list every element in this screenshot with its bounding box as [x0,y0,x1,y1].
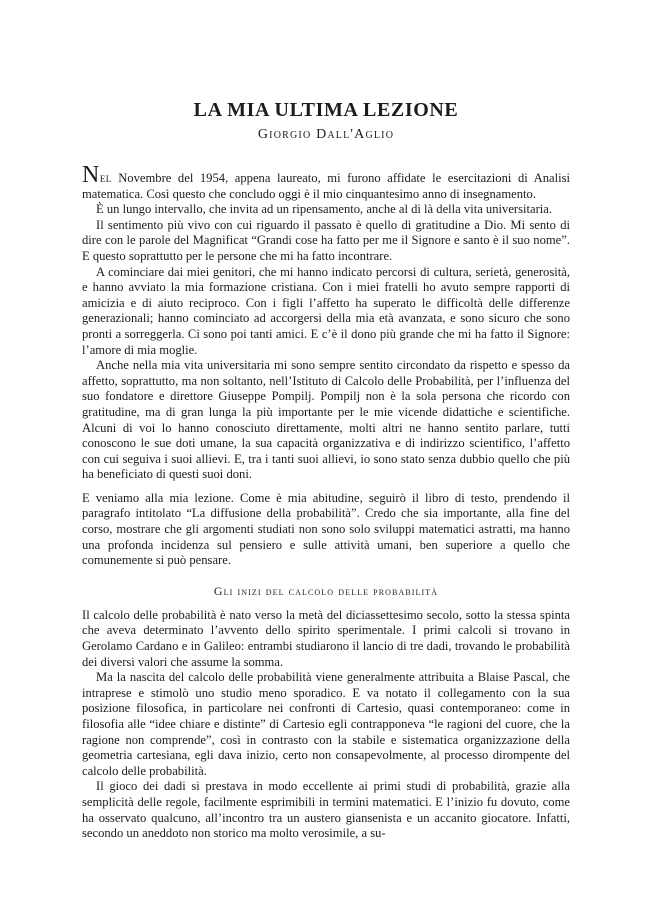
lead-in-small-caps: el [99,171,112,185]
article-author: Giorgio Dall'Aglio [257,127,395,142]
paragraph: Il sentimento più vivo con cui riguardo il passato è quello di gratitudine a Dio. Mi sento di dire con le parole del Magnificat “Grandi cose ha fatto per me il Signore e santo è il suo nome”. E questo soprattutto per le persone che mi ha fatto incontrare. [82,217,570,263]
paragraph: E veniamo alla mia lezione. Come è mia abitudine, seguirò il libro di testo, prendendo il paragrafo intitolato “La diffusione della probabilità”. Credo che sia importante, alla fine del corso, mostrare che gli argomenti studiati non sono solo sviluppi matematici astratti, ma hanno una profonda incidenza sul pensiero e sulle attività umani, ben superiore a quello che comunemente si può pensare. [82,490,570,568]
paragraph: È un lungo intervallo, che invita ad un ripensamento, anche al di là della vita universitaria. [96,202,553,217]
paragraph-text: Novembre del 1954, appena laureato, mi furono affidate le esercitazioni di Analisi matematica. Così questo che concludo oggi è il mio cinquantesimo anno di insegnamento. [82,171,570,201]
paragraph: Anche nella mia vita universitaria mi sono sempre sentito circondato da rispetto e spesso da affetto, soprattutto, ma non soltanto, nell’Istituto di Calcolo delle Probabilità, per l’influenza del suo fondatore e direttore Giuseppe Pompilj. Pompilj non è la sola persona che ricordo con gratitudine, ma di gran lunga la più importante per le mie vicende didattiche e scientifiche. Alcuni di voi lo hanno conosciuto direttamente, molti altri ne hanno sentito parlare, tutti conoscono le sue doti umane, la sua capacità organizzativa e di indirizzo scientifico, l’affetto con cui seguiva i suoi allievi. E, tra i tanti suoi allievi, io sono stato senza dubbio quello che più ha beneficiato di questi suoi doni. [82,358,570,482]
article-title: LA MIA ULTIMA LEZIONE [193,99,459,121]
paragraph: Ma la nascita del calcolo delle probabilità viene generalmente attribuita a Blaise Pascal, che intraprese e stimolò uno studio meno sporadico. E va notato il collegamento con la sua posizione filosofica, in particolare nei confronti di Cartesio, quasi contemporaneo: come in filosofia alle “idee chiare e distinte” di Cartesio egli contrapponeva “le ragioni del cuore, che la ragione non comprende”, così in contrasto con la stabile e sistematica organizzazione della geometria cartesiana, egli dava inizio, certo non consapevolmente, al processo dirompente del calcolo delle probabilità. [82,670,570,778]
section-heading: Gli inizi del calcolo delle probabilità [213,583,439,598]
paragraph: Il calcolo delle probabilità è nato verso la metà del diciassettesimo secolo, sotto la stessa spinta che aveva determinato l’avvento dello spirito sperimentale. I primi calcoli si trovano in Gerolamo Cardano e in Galileo: entrambi studiarono il lancio di tre dadi, trovando le probabilità dei diversi valori che assume la somma. [82,607,570,669]
paragraph: A cominciare dai miei genitori, che mi hanno indicato percorsi di cultura, serietà, generosità, e hanno avviato la mia formazione cristiana. Con i miei fratelli ho avuto sempre rapporti di amicizia e di aiuto reciproco. Con i figli l’affetto ha superato le difficoltà delle differenze generazionali; hanno cominciato ad accorgersi della mia età avanzata, e sono sicuro che sono pronti a sorreggerla. Ci sono poi tanti amici. E c’è il dono più grande che mi ha fatto il Signore: l’amore di mia moglie. [82,264,570,357]
drop-cap: N [82,162,100,188]
paragraph: Il gioco dei dadi si prestava in modo eccellente ai primi studi di probabilità, grazie alla semplicità delle regole, facilmente esprimibili in termini matematici. E l’inizio fu dovuto, come ha osservato qualcuno, all’incontro tra un austero giansenista e un accanito giocatore. Infatti, secondo un aneddoto non storico ma molto verosimile, a su- [82,779,570,841]
article-body [82,162,570,842]
paragraph [82,162,570,202]
